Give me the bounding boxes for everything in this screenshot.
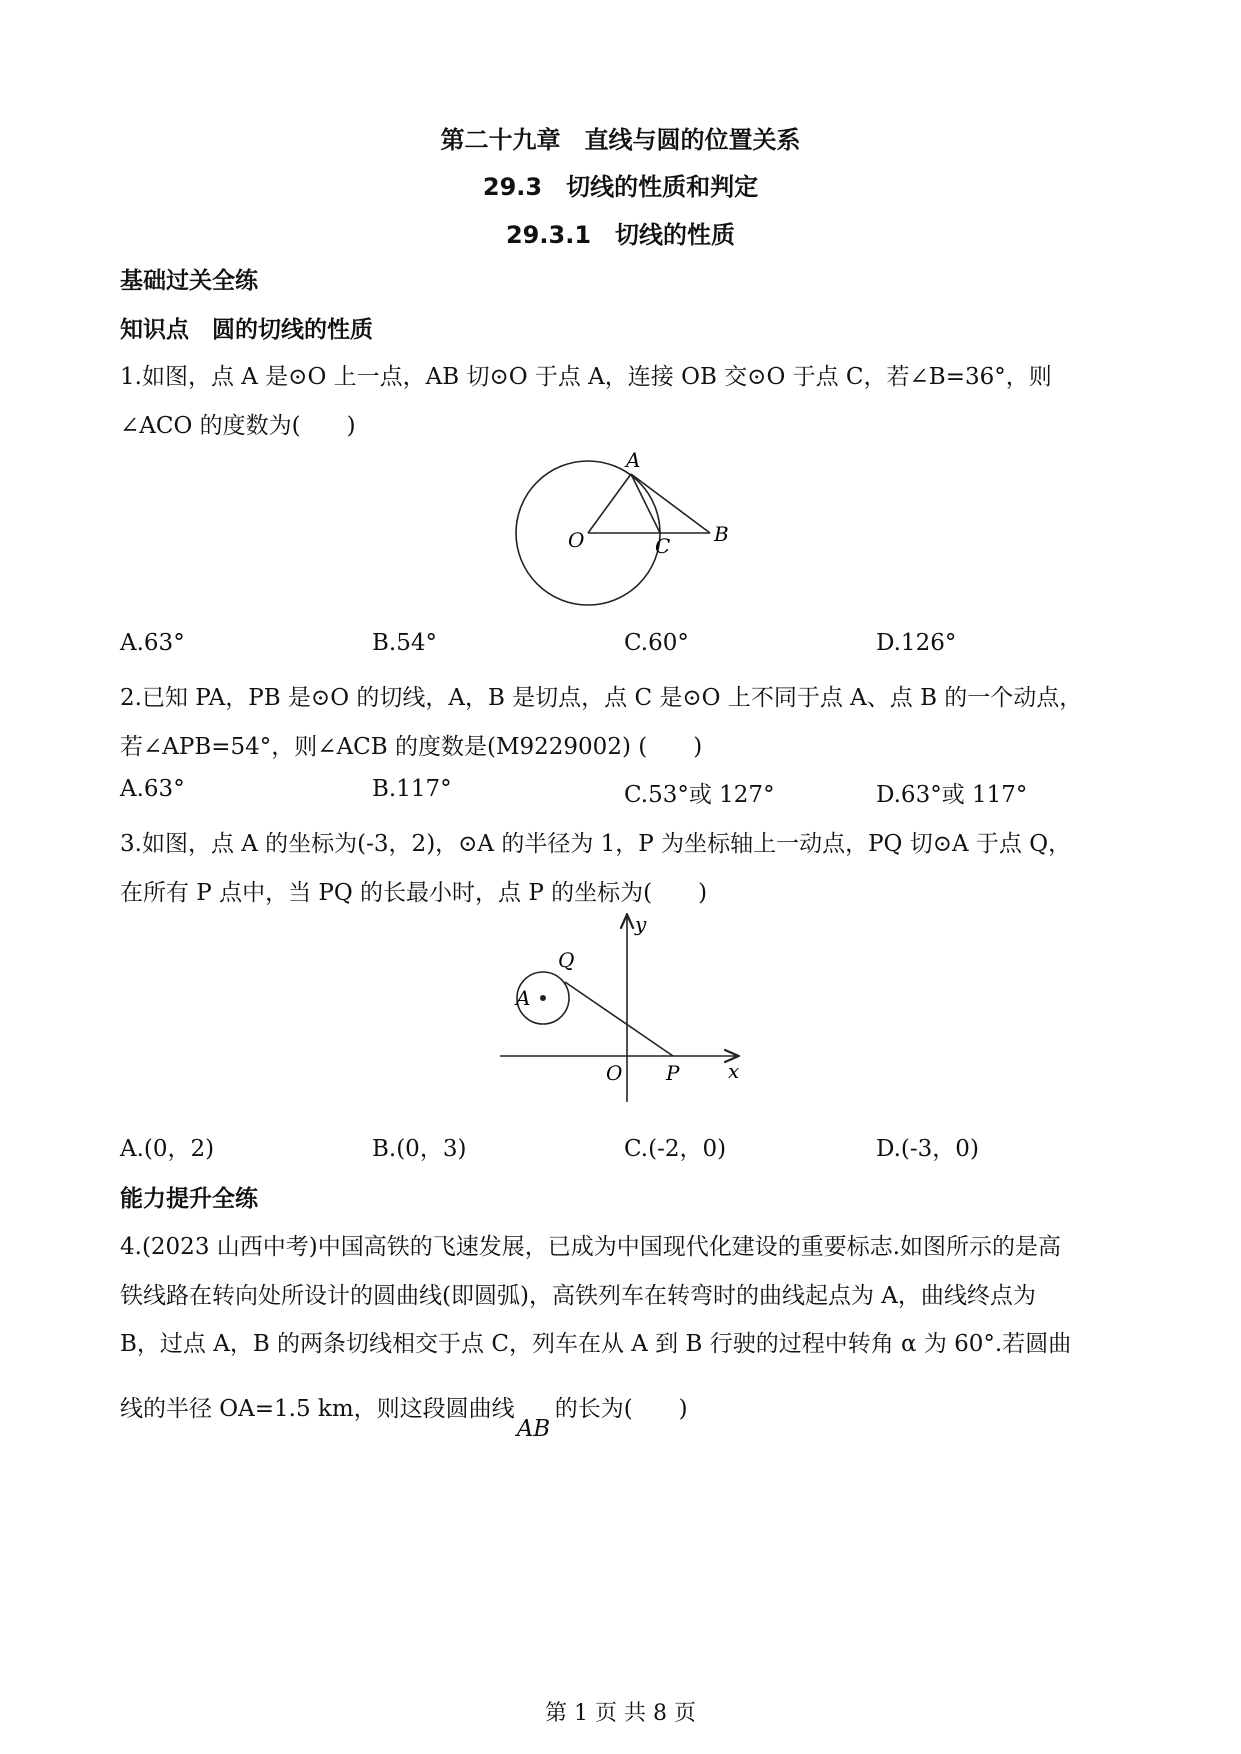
- fig3-label-p: P: [666, 1061, 680, 1085]
- part1-heading: 基础过关全练: [120, 268, 258, 294]
- fig3-label-y: y: [635, 912, 647, 936]
- tangent-ab: [631, 474, 710, 533]
- q2-stem-line2: 若∠APB=54°，则∠ACB 的度数是(M9229002) ( ): [120, 734, 703, 760]
- part2-heading: 能力提升全练: [120, 1186, 258, 1212]
- q2-stem-line1: 2.已知 PA，PB 是⊙O 的切线，A，B 是切点，点 C 是⊙O 上不同于点 A、点 B 的一个动点，: [120, 685, 1083, 711]
- q1-option-c: C.60°: [624, 630, 689, 656]
- fig3-label-q: Q: [558, 948, 575, 972]
- q4-stem-line1: 4.(2023 山西中考)中国高铁的飞速发展，已成为中国现代化建设的重要标志.如图所示的是高: [120, 1234, 1062, 1260]
- subsection-title: 29.3.1 切线的性质: [505, 221, 736, 249]
- q1-stem-line2: ∠ACO 的度数为( ): [120, 413, 356, 439]
- arc-ab-notation: [515, 1396, 555, 1442]
- q2-option-c: C.53°或 127°: [624, 782, 775, 808]
- q1-stem-line1: 1.如图，点 A 是⊙O 上一点，AB 切⊙O 于点 A，连接 OB 交⊙O 于点 C，若∠B=36°，则: [120, 364, 1052, 390]
- q3-option-a: A.(0，2): [120, 1136, 215, 1162]
- q4-stem-line4: [120, 1390, 688, 1442]
- q3-option-d: D.(-3，0): [876, 1136, 979, 1162]
- q3-figure: [495, 910, 755, 1110]
- q1-option-b: B.54°: [372, 630, 437, 656]
- q3-option-c: C.(-2，0): [624, 1136, 727, 1162]
- segment-ac: [631, 474, 660, 533]
- q1-figure: [500, 445, 740, 610]
- section-title: 29.3 切线的性质和判定: [482, 173, 759, 201]
- fig1-label-b: B: [714, 522, 729, 546]
- segment-oa: [588, 474, 631, 533]
- tangent-pq: [565, 982, 673, 1056]
- q4-line4-part1: 线的半径 OA=1.5 km，则这段圆曲线: [120, 1396, 515, 1422]
- q3-stem-line1: 3.如图，点 A 的坐标为(-3，2)，⊙A 的半径为 1，P 为坐标轴上一动点，PQ 切⊙A 于点 Q，: [120, 831, 1072, 857]
- q4-stem-line3: B，过点 A，B 的两条切线相交于点 C，列车在从 A 到 B 行驶的过程中转角 α 为 60°.若圆曲: [120, 1331, 1072, 1357]
- chapter-title: 第二十九章 直线与圆的位置关系: [440, 126, 801, 154]
- q4-line4-part2: 的长为( ): [554, 1396, 688, 1422]
- page-footer: 第 1 页 共 8 页: [545, 1701, 696, 1726]
- knowledge-point-heading: 知识点 圆的切线的性质: [120, 317, 373, 343]
- q3-option-b: B.(0，3): [372, 1136, 467, 1162]
- q4-stem-line2: 铁线路在转向处所设计的圆曲线(即圆弧)，高铁列车在转弯时的曲线起点为 A，曲线终点为: [120, 1283, 1036, 1309]
- q2-option-d: D.63°或 117°: [876, 782, 1028, 808]
- q3-stem-line2: 在所有 P 点中，当 PQ 的长最小时，点 P 的坐标为( ): [120, 880, 708, 906]
- q1-option-a: A.63°: [120, 630, 185, 656]
- fig1-label-o: O: [568, 528, 585, 552]
- q2-option-a: A.63°: [120, 776, 185, 802]
- fig1-label-a: A: [626, 448, 641, 472]
- fig3-label-x: x: [728, 1059, 740, 1083]
- fig3-label-a: A: [516, 986, 531, 1010]
- fig3-label-o: O: [606, 1061, 623, 1085]
- q1-option-d: D.126°: [876, 630, 957, 656]
- q2-option-b: B.117°: [372, 776, 452, 802]
- center-a-dot: [540, 995, 546, 1001]
- fig1-label-c: C: [655, 534, 671, 558]
- arc-ab-label: AB: [516, 1416, 551, 1442]
